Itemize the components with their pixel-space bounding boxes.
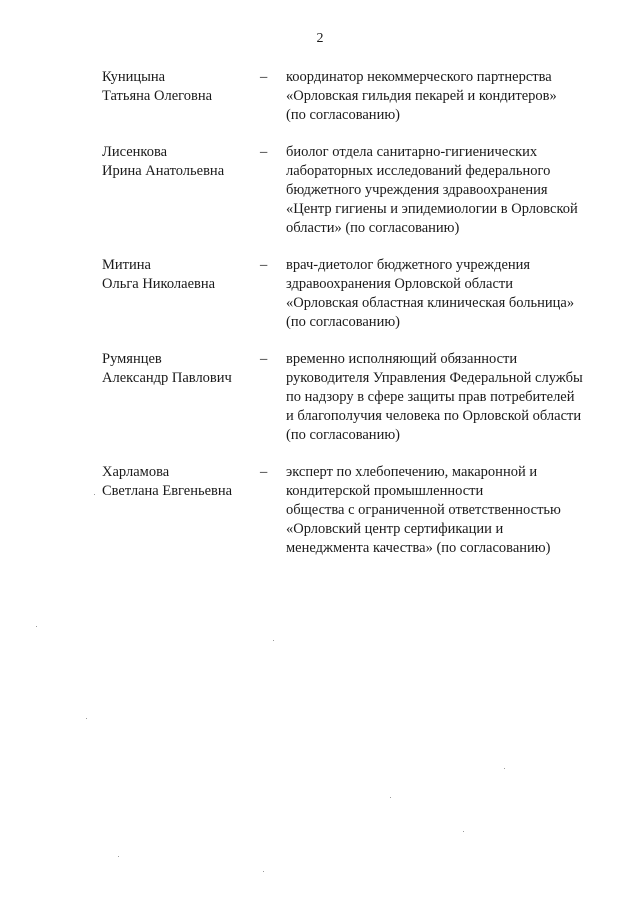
scan-speck xyxy=(463,831,464,832)
member-surname: Куницына xyxy=(102,69,166,85)
member-name xyxy=(102,256,260,294)
scan-speck xyxy=(273,640,274,641)
scan-speck xyxy=(36,626,37,627)
member-entry xyxy=(102,256,602,332)
position-line: врач-диетолог бюджетного учреждения xyxy=(286,257,531,273)
dash-separator: – xyxy=(260,351,268,367)
position-line: «Центр гигиены и эпидемиологии в Орловской xyxy=(286,201,578,217)
dash-separator: – xyxy=(260,257,268,273)
member-entry xyxy=(102,143,602,238)
dash-separator: – xyxy=(260,144,268,160)
position-line: здравоохранения Орловской области xyxy=(286,276,513,292)
member-given-names: Ирина Анатольевна xyxy=(102,163,225,179)
position-line: (по согласованию) xyxy=(286,314,400,330)
scan-speck xyxy=(504,768,505,769)
scan-speck xyxy=(86,718,87,719)
member-position xyxy=(286,350,602,445)
position-line: «Орловская областная клиническая больница» xyxy=(286,295,575,311)
member-entry xyxy=(102,68,602,125)
page-number: 2 xyxy=(316,31,324,46)
member-given-names: Светлана Евгеньевна xyxy=(102,483,233,499)
member-list xyxy=(102,68,602,576)
position-line: общества с ограниченной ответственностью xyxy=(286,502,561,518)
member-entry xyxy=(102,463,602,558)
position-line: (по согласованию) xyxy=(286,107,400,123)
member-position xyxy=(286,463,602,558)
member-name xyxy=(102,350,260,388)
member-name xyxy=(102,68,260,106)
position-line: эксперт по хлебопечению, макаронной и xyxy=(286,464,538,480)
scan-speck xyxy=(263,871,264,872)
scan-speck xyxy=(94,494,95,495)
position-line: и благополучия человека по Орловской области xyxy=(286,408,582,424)
scan-speck xyxy=(390,797,391,798)
member-surname: Лисенкова xyxy=(102,144,168,160)
position-line: кондитерской промышленности xyxy=(286,483,484,499)
position-line: (по согласованию) xyxy=(286,427,400,443)
member-name xyxy=(102,463,260,501)
member-position xyxy=(286,143,602,238)
position-line: руководителя Управления Федеральной службы xyxy=(286,370,583,386)
member-surname: Харламова xyxy=(102,464,170,480)
position-line: бюджетного учреждения здравоохранения xyxy=(286,182,548,198)
position-line: «Орловская гильдия пекарей и кондитеров» xyxy=(286,88,557,104)
position-line: лабораторных исследований федерального xyxy=(286,163,551,179)
scan-speck xyxy=(118,856,119,857)
member-surname: Румянцев xyxy=(102,351,162,367)
member-position xyxy=(286,68,602,125)
position-line: временно исполняющий обязанности xyxy=(286,351,518,367)
position-line: по надзору в сфере защиты прав потребителей xyxy=(286,389,575,405)
member-entry xyxy=(102,350,602,445)
position-line: координатор некоммерческого партнерства xyxy=(286,69,552,85)
member-given-names: Татьяна Олеговна xyxy=(102,88,213,104)
member-position xyxy=(286,256,602,332)
member-given-names: Александр Павлович xyxy=(102,370,232,386)
dash-separator: – xyxy=(260,464,268,480)
member-surname: Митина xyxy=(102,257,151,273)
dash-separator: – xyxy=(260,69,268,85)
position-line: области» (по согласованию) xyxy=(286,220,460,236)
position-line: биолог отдела санитарно-гигиенических xyxy=(286,144,538,160)
member-given-names: Ольга Николаевна xyxy=(102,276,216,292)
member-name xyxy=(102,143,260,181)
position-line: «Орловский центр сертификации и xyxy=(286,521,504,537)
position-line: менеджмента качества» (по согласованию) xyxy=(286,540,551,556)
